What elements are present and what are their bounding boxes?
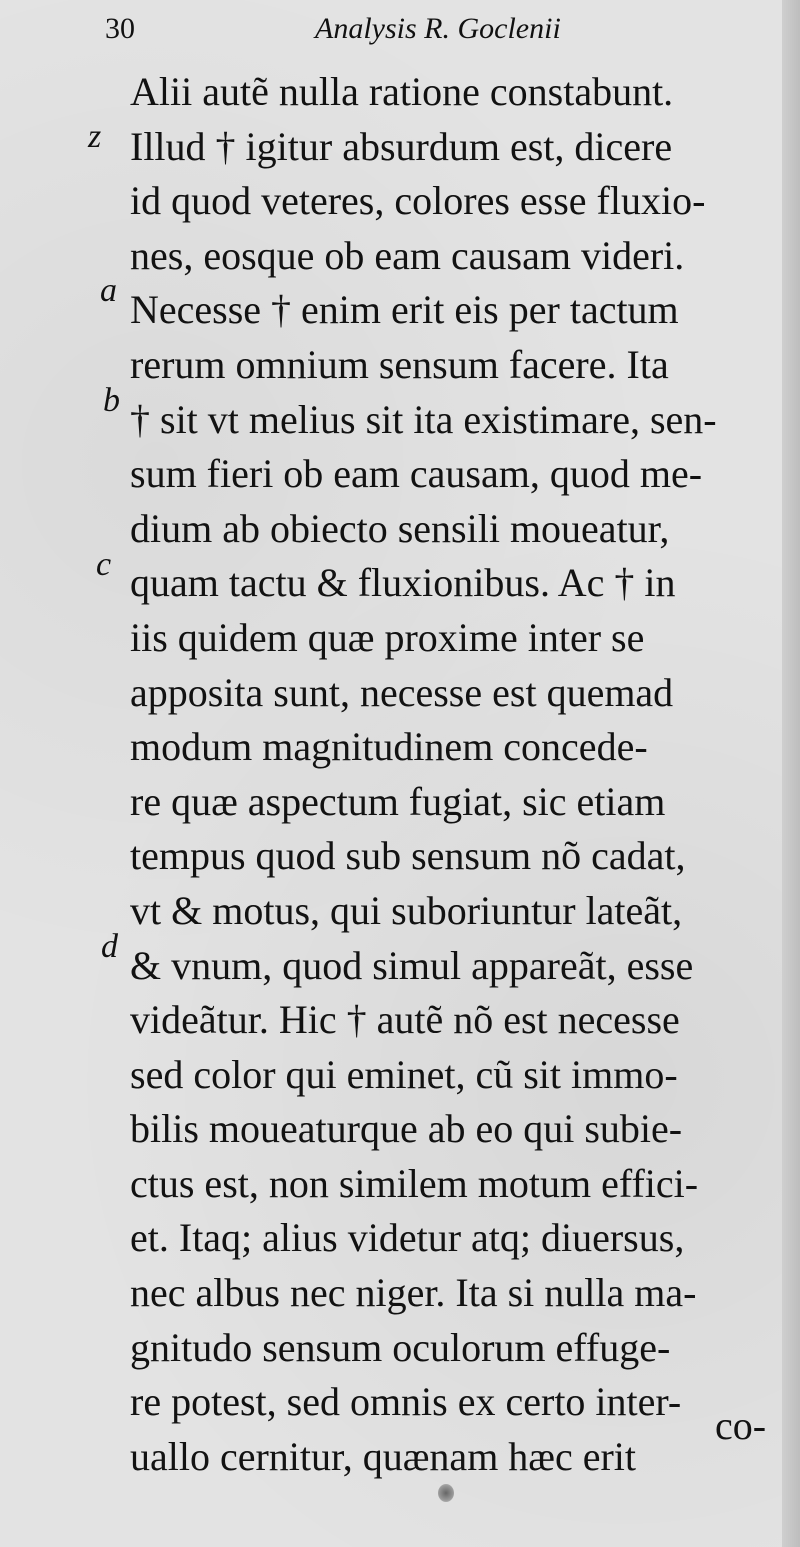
- text-line: gnitudo sensum oculorum effuge-: [130, 1324, 671, 1370]
- text-line: nec albus nec niger. Ita si nulla ma-: [130, 1270, 697, 1316]
- paper-blemish: [438, 1484, 454, 1502]
- text-line: & vnum, quod simul appareãt, esse: [130, 942, 694, 988]
- text-line: re potest, sed omnis ex certo inter-: [130, 1379, 682, 1425]
- text-line: bilis moueaturque ab eo qui subie-: [130, 1106, 683, 1152]
- catchword: co-: [715, 1403, 767, 1448]
- text-line: et. Itaq; alius videtur atq; diuersus,: [130, 1215, 685, 1261]
- text-line: Alii autẽ nulla ratione constabunt.: [130, 69, 674, 114]
- running-head: Analysis R. Goclenii: [315, 12, 561, 45]
- text-line: Illud † igitur absurdum est, dicere: [130, 123, 673, 169]
- margin-letter-d: d: [101, 928, 118, 965]
- text-line: nes, eosque ob eam causam videri.: [130, 232, 685, 278]
- text-line: ctus est, non similem motum effici-: [130, 1160, 699, 1206]
- text-line: † sit vt melius sit ita existimare, sen-: [130, 396, 717, 442]
- margin-letter-a: a: [100, 272, 117, 309]
- text-line: apposita sunt, necesse est quemad: [130, 669, 674, 715]
- text-line: iis quidem quæ proxime inter se: [130, 614, 645, 660]
- page-edge: [782, 0, 800, 1547]
- text-line: quam tactu & fluxionibus. Ac † in: [130, 560, 676, 606]
- text-line: vt & motus, qui suboriuntur lateãt,: [130, 887, 683, 933]
- text-line: dium ab obiecto sensili moueatur,: [130, 505, 670, 551]
- text-line: id quod veteres, colores esse fluxio-: [130, 178, 706, 224]
- text-line: sed color qui eminet, cũ sit immo-: [130, 1051, 678, 1097]
- body-text: [130, 65, 770, 1484]
- text-line: videãtur. Hic † autẽ nõ est necesse: [130, 997, 680, 1043]
- page-number: 30: [105, 12, 135, 45]
- text-line: tempus quod sub sensum nõ cadat,: [130, 833, 686, 879]
- text-line: modum magnitudinem concede-: [130, 724, 648, 770]
- text-line: re quæ aspectum fugiat, sic etiam: [130, 778, 666, 824]
- page-header: [105, 12, 745, 52]
- text-line: Necesse † enim erit eis per tactum: [130, 287, 679, 333]
- text-line: sum fieri ob eam causam, quod me-: [130, 451, 703, 497]
- margin-letter-z: z: [88, 118, 102, 155]
- margin-letter-c: c: [96, 546, 112, 583]
- text-line: rerum omnium sensum facere. Ita: [130, 341, 669, 387]
- text-line: uallo cernitur, quænam hæc erit: [130, 1433, 637, 1479]
- margin-letter-b: b: [103, 382, 120, 419]
